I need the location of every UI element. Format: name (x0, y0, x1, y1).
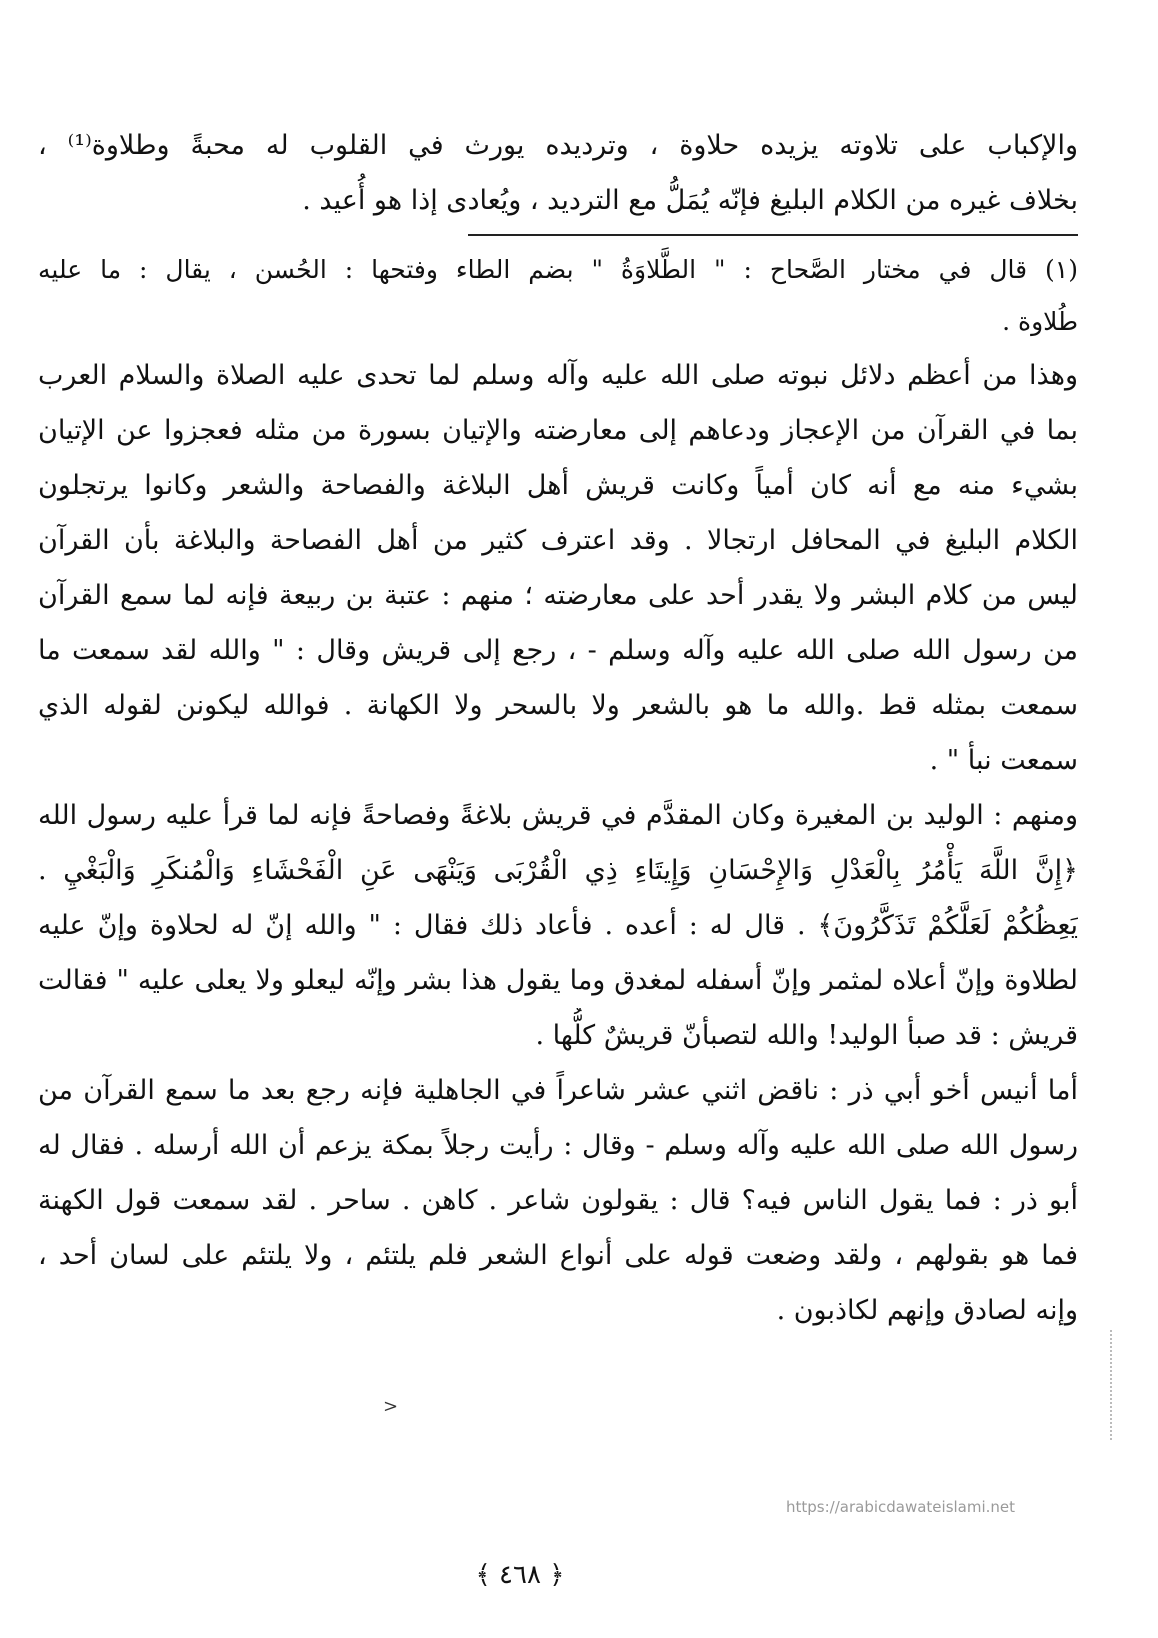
text-line: لطلاوة وإنّ أعلاه لمثمر وإنّ أسفله لمغدق وما يقول هذا بشر وإنّه ليعلو ولا يعلى عليه " فقالت (38, 965, 1078, 996)
text-line: ومنهم : الوليد بن المغيرة وكان المقدَّم في قريش بلاغةً وفصاحةً فإنه لما قرأ عليه رسول الله (38, 800, 1078, 831)
text-line: أبو ذر : فما يقول الناس فيه؟ قال : يقولون شاعر . كاهن . ساحر . لقد سمعت قول الكهنة (38, 1185, 1078, 1216)
text-line: رسول الله صلى الله عليه وآله وسلم - وقال : رأيت رجلاً بمكة يزعم أن الله أرسله . فقال له (38, 1130, 1078, 1161)
page-number: ﴿ ٤٦٨ ﴾ (475, 1560, 565, 1590)
text-line: بشيء منه مع أنه كان أمياً وكانت قريش أهل البلاغة والفصاحة والشعر وكانوا يرتجلون (38, 470, 1078, 501)
text-line: وهذا من أعظم دلائل نبوته صلى الله عليه وآله وسلم لما تحدى عليه الصلاة والسلام العرب (38, 360, 1078, 391)
text-line: فما هو بقولهم ، ولقد وضعت قوله على أنواع الشعر فلم يلتئم ، ولا يلتئم على لسان أحد ، (38, 1240, 1078, 1271)
text-line: من رسول الله صلى الله عليه وآله وسلم - ، رجع إلى قريش وقال : " والله لقد سمعت ما (38, 635, 1078, 666)
paragraph-3 (38, 1063, 1078, 1338)
text-line: سمعت نبأ " . (929, 745, 1078, 776)
stray-mark: > (383, 1396, 399, 1417)
quran-verse-line: ﴿إِنَّ اللَّهَ يَأْمُرُ بِالْعَدْلِ وَالإِحْسَانِ وَإِيتَاءِ ذِي الْقُرْبَى وَيَنْهَى عَنِ الْفَحْشَاءِ وَالْمُنكَرِ وَالْبَغْيِ . (38, 855, 1078, 886)
margin-dots (1110, 1330, 1120, 1440)
text-line: ليس من كلام البشر ولا يقدر أحد على معارضته ؛ منهم : عتبة بن ربيعة فإنه لما سمع القرآن (38, 580, 1078, 611)
footnote (38, 244, 1078, 348)
intro-paragraph (38, 118, 1078, 228)
text-line: يَعِظُكُمْ لَعَلَّكُمْ تَذَكَّرُونَ﴾ . قال له : أعده . فأعاد ذلك فقال : " والله إنّ له لحلاوة وإنّ عليه (38, 910, 1078, 941)
footnote-line: (١) قال في مختار الصَّحاح : " الطَّلاوَةُ " بضم الطاء وفتحها : الحُسن ، يقال : ما عليه (38, 255, 1078, 284)
text-line: بما في القرآن من الإعجاز ودعاهم إلى معارضته والإتيان بسورة من مثله فعجزوا عن الإتيان (38, 415, 1078, 446)
text-line: الكلام البليغ في المحافل ارتجالا . وقد اعترف كثير من أهل الفصاحة والبلاغة بأن القرآن (38, 525, 1078, 556)
text-line: والإكباب على تلاوته يزيده حلاوة ، وترديده يورث في القلوب له محبةً وطلاوة⁽¹⁾ ، (38, 130, 1078, 161)
paragraph-1 (38, 348, 1078, 788)
text-line: قريش : قد صبأ الوليد! والله لتصبأنّ قريشٌ كلُّها . (535, 1020, 1078, 1051)
text-line: وإنه لصادق وإنهم لكاذبون . (776, 1295, 1078, 1326)
watermark-url: https://arabicdawateislami.net (786, 1498, 1016, 1516)
footnote-line: طُلاوة . (1002, 307, 1078, 336)
footnote-divider (468, 234, 1078, 236)
text-line: أما أنيس أخو أبي ذر : ناقض اثني عشر شاعراً في الجاهلية فإنه رجع بعد ما سمع القرآن من (38, 1075, 1078, 1106)
text-line: بخلاف غيره من الكلام البليغ فإنّه يُمَلُّ مع الترديد ، ويُعادى إذا هو أُعيد . (302, 185, 1078, 216)
text-line: سمعت بمثله قط .والله ما هو بالشعر ولا بالسحر ولا الكهانة . فوالله ليكونن لقوله الذي (38, 690, 1078, 721)
page-body (38, 118, 1078, 1338)
paragraph-2 (38, 788, 1078, 1063)
